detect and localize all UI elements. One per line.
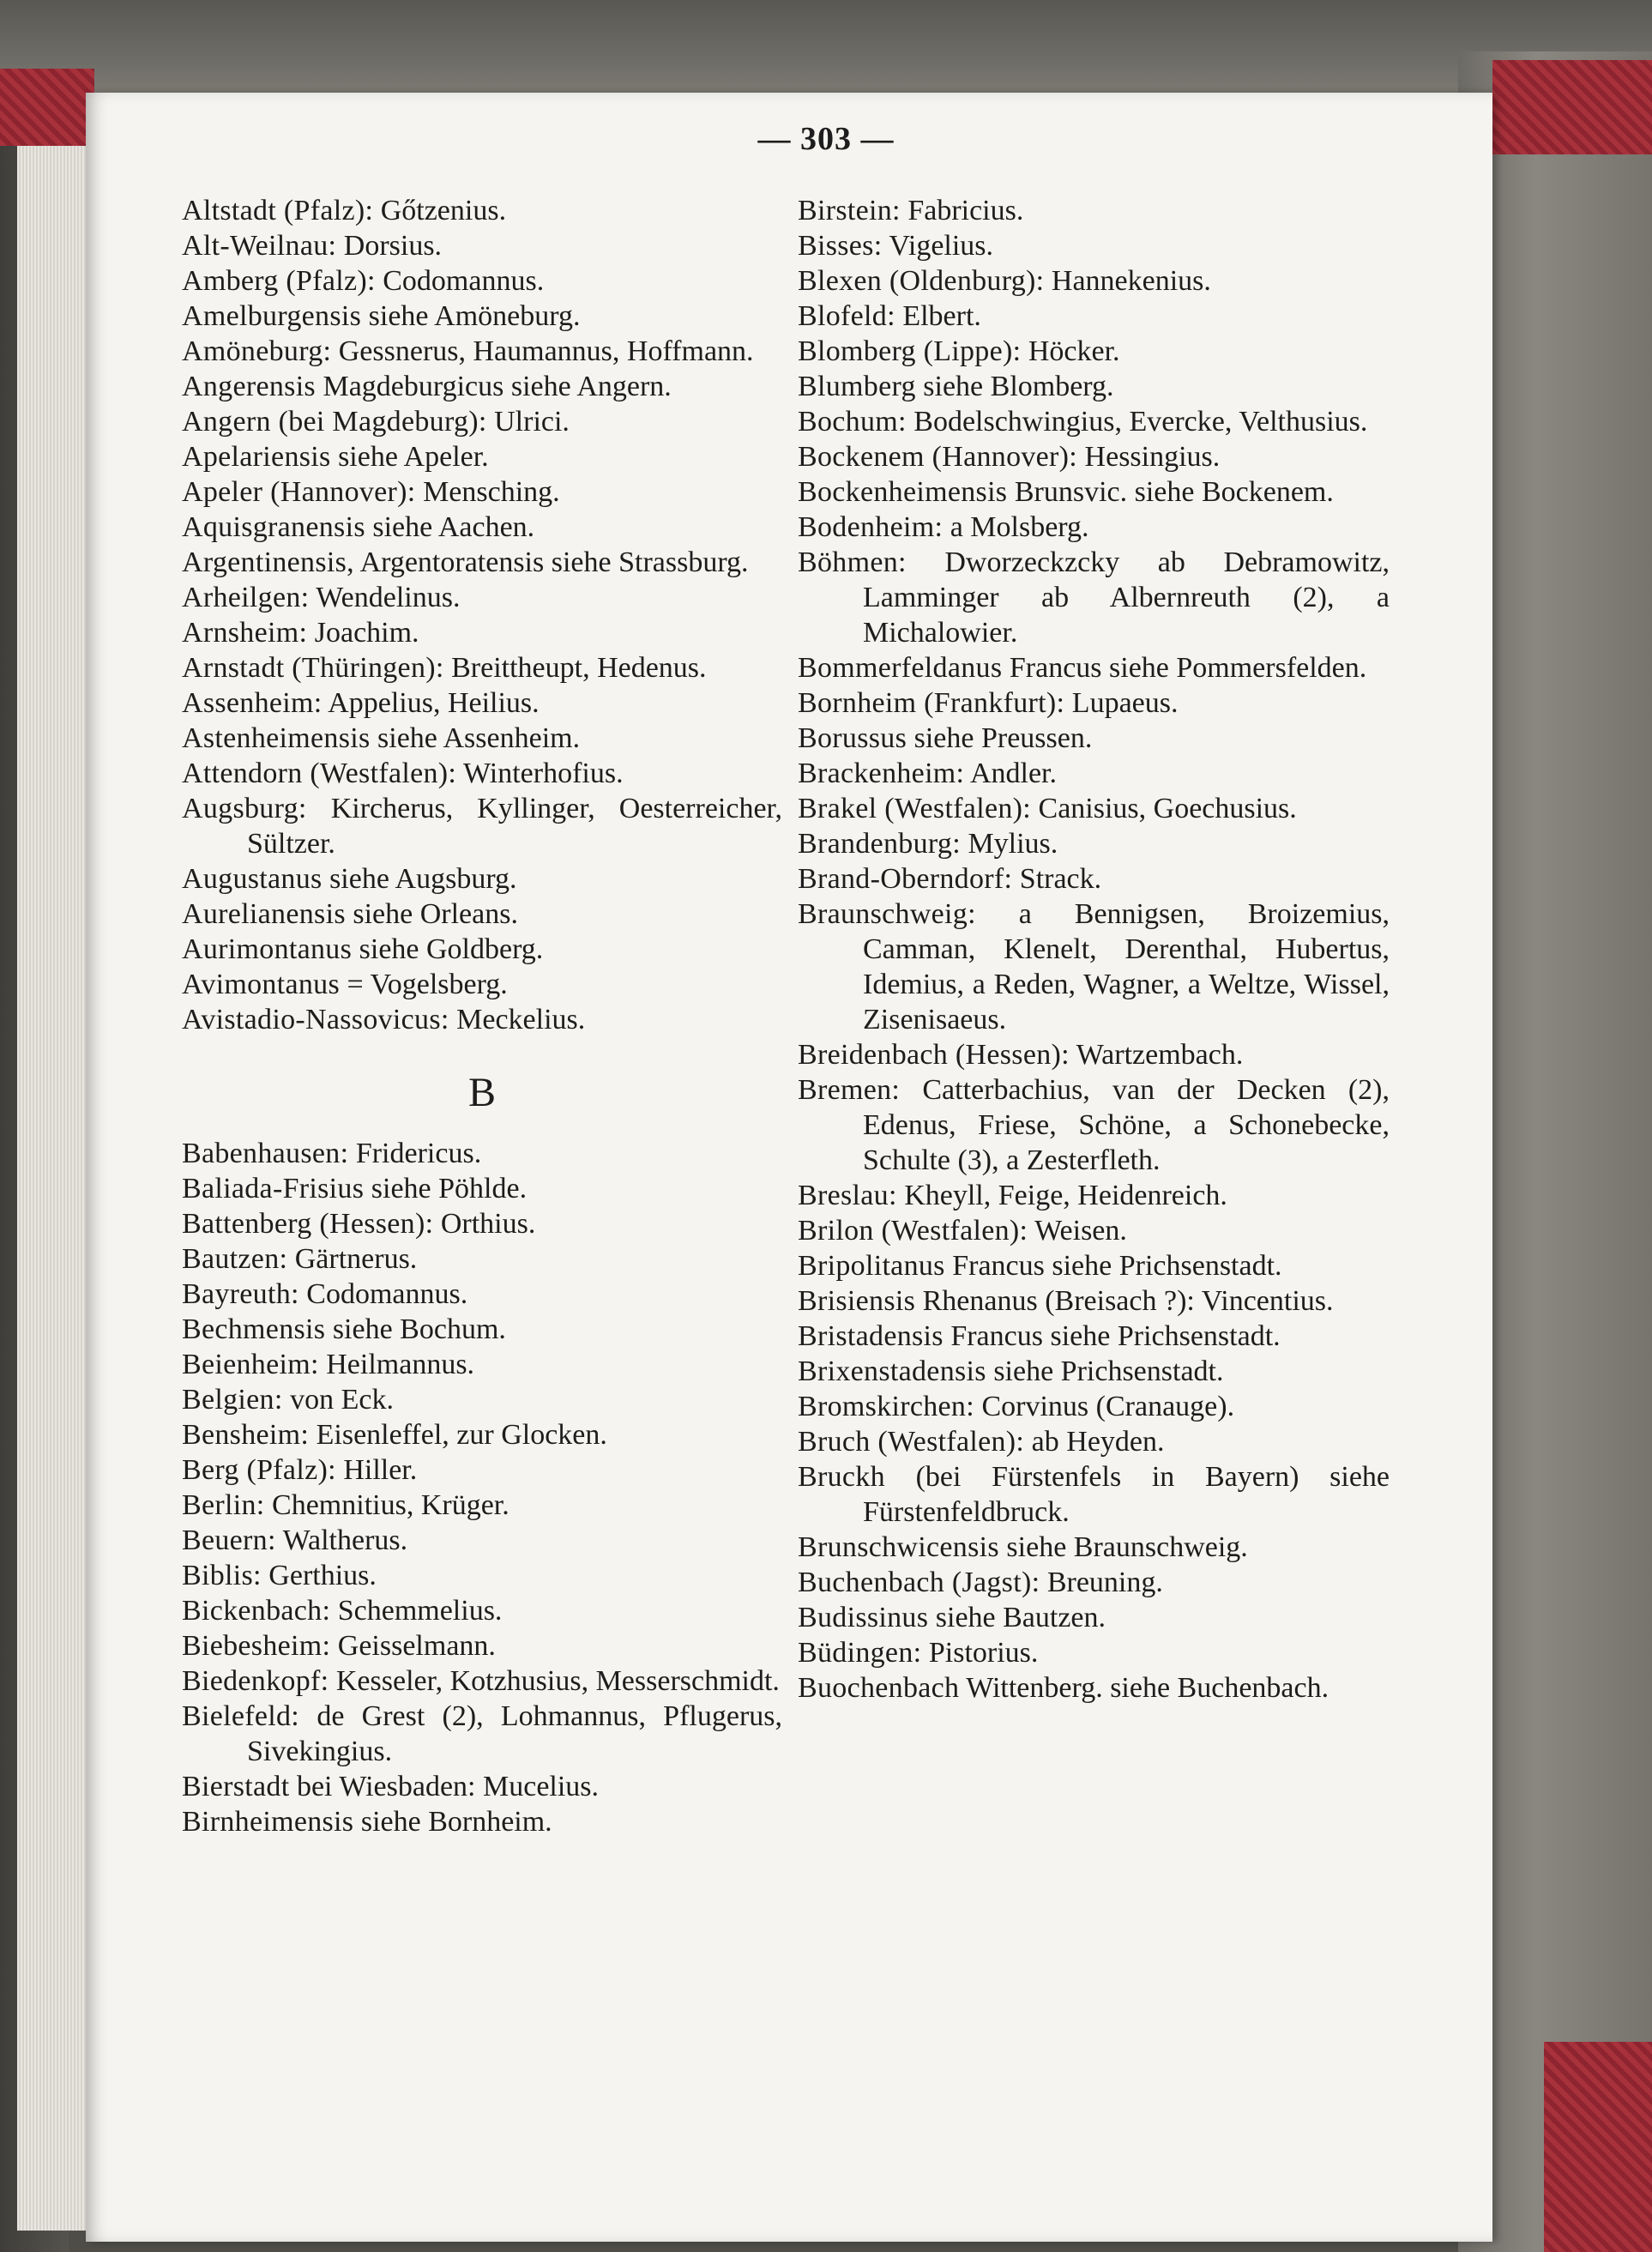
entry-text: (bei Fürstenfels in Bayern) siehe Fürstenfeldbruck. <box>863 1461 1390 1528</box>
index-entry <box>798 685 1390 721</box>
entry-head: Biebesheim: <box>182 1630 331 1662</box>
entry-head: Baliada-Frisius <box>182 1173 365 1204</box>
entry-text: siehe Pöhlde. <box>371 1173 528 1204</box>
index-entry <box>798 1635 1390 1670</box>
index-entry <box>182 1488 782 1523</box>
entry-head: Beienheim: <box>182 1349 319 1380</box>
entry-head: Blexen (Oldenburg): <box>798 265 1045 297</box>
entry-text: bei Wiesbaden: Mucelius. <box>296 1771 600 1802</box>
entry-text: siehe Preussen. <box>913 722 1093 754</box>
index-entry <box>182 1136 782 1171</box>
entry-head: Bornheim (Frankfurt): <box>798 687 1065 719</box>
entry-head: Altstadt (Pfalz): <box>182 195 374 226</box>
index-entry <box>798 474 1390 510</box>
entry-text: Dorsius. <box>343 230 443 262</box>
index-entry <box>182 1663 782 1699</box>
entry-head: Borussus <box>798 722 907 754</box>
entry-text: Codomannus. <box>306 1278 468 1310</box>
entry-text: Kheyll, Feige, Heidenreich. <box>904 1180 1227 1211</box>
entry-text: Gőtzenius. <box>380 195 507 226</box>
entry-text: Catterbachius, van der Decken (2), Edenus, Friese, Schöne, a Schonebecke, Schulte (3), a Zesterfleth. <box>863 1074 1390 1176</box>
index-entry <box>182 404 782 439</box>
book-cover-top <box>0 0 1652 103</box>
index-entry <box>798 545 1390 650</box>
entry-text: siehe Blomberg. <box>923 371 1114 402</box>
entry-text: Rhenanus (Breisach ?): Vincentius. <box>922 1285 1334 1317</box>
entry-text: de Grest (2), Lohmannus, Pflugerus, Sivekingius. <box>247 1700 783 1767</box>
entry-head: Bruckh <box>798 1461 885 1493</box>
index-entry <box>182 263 782 299</box>
index-entry <box>798 650 1390 685</box>
entry-text: Francus siehe Pommersfelden. <box>1009 652 1367 684</box>
entry-head: Brisiensis <box>798 1285 916 1317</box>
entry-head: Buchenbach (Jagst): <box>798 1567 1040 1598</box>
index-entry <box>798 510 1390 545</box>
entry-head: Augustanus <box>182 863 323 895</box>
entry-text: Strack. <box>1019 863 1102 895</box>
index-entry <box>182 545 782 580</box>
entry-head: Brixenstadensis <box>798 1355 986 1387</box>
entry-text: Fridericus. <box>355 1138 482 1169</box>
entry-text: Weisen. <box>1034 1215 1127 1247</box>
entry-text: Wendelinus. <box>316 582 461 613</box>
index-entry <box>798 369 1390 404</box>
index-entry <box>182 967 782 1002</box>
entry-text: Magdeburgicus siehe Angern. <box>323 371 672 402</box>
entry-head: Blofeld: <box>798 300 895 332</box>
entry-text: Breittheupt, Hedenus. <box>451 652 707 684</box>
entry-head: Birstein: <box>798 195 901 226</box>
index-entry <box>182 1277 782 1312</box>
entry-head: Bensheim: <box>182 1419 310 1451</box>
entry-head: Bautzen: <box>182 1243 288 1275</box>
index-entry <box>182 1312 782 1347</box>
entry-text: Pistorius. <box>928 1637 1039 1669</box>
entry-text: Breuning. <box>1046 1567 1163 1598</box>
entry-head: Buochenbach <box>798 1672 960 1704</box>
entry-head: Battenberg (Hessen): <box>182 1208 434 1240</box>
entry-text: Wittenberg. siehe Buchenbach. <box>966 1672 1329 1704</box>
entry-head: Bruch (Westfalen): <box>798 1426 1025 1458</box>
entry-text: Mylius. <box>968 828 1058 860</box>
entry-head: Beuern: <box>182 1524 276 1556</box>
entry-head: Amöneburg: <box>182 335 332 367</box>
entry-text: Gessnerus, Haumannus, Hoffmann. <box>338 335 754 367</box>
entry-text: siehe Prichsenstadt. <box>993 1355 1224 1387</box>
entry-head: Biblis: <box>182 1560 262 1591</box>
index-entry <box>798 1037 1390 1072</box>
index-entry <box>798 861 1390 897</box>
index-entry <box>182 685 782 721</box>
index-entry <box>798 228 1390 263</box>
entry-head: Astenheimensis <box>182 722 371 754</box>
index-entry <box>798 1600 1390 1635</box>
entry-text: siehe Augsburg. <box>329 863 517 895</box>
entry-text: Canisius, Goechusius. <box>1038 793 1297 824</box>
entry-head: Breslau: <box>798 1180 897 1211</box>
index-entry <box>182 580 782 615</box>
index-entry <box>798 1424 1390 1459</box>
entry-head: Brand-Oberndorf: <box>798 863 1013 895</box>
index-entry <box>798 1319 1390 1354</box>
index-entry <box>182 1382 782 1417</box>
entry-text: siehe Amöneburg. <box>368 300 581 332</box>
entry-text: Bodelschwingius, Evercke, Velthusius. <box>913 406 1368 438</box>
entry-text: siehe Orleans. <box>353 898 518 930</box>
index-entry <box>182 932 782 967</box>
entry-text: Mensching. <box>423 476 560 508</box>
entry-head: Babenhausen: <box>182 1138 349 1169</box>
entry-head: Brakel (Westfalen): <box>798 793 1032 824</box>
entry-text: Fabricius. <box>907 195 1024 226</box>
entry-text: Ulrici. <box>494 406 570 438</box>
index-entry <box>182 369 782 404</box>
index-entry <box>798 263 1390 299</box>
index-entry <box>182 474 782 510</box>
entry-head: Bechmensis <box>182 1313 326 1345</box>
index-entry <box>798 1072 1390 1178</box>
entry-text: Waltherus. <box>282 1524 408 1556</box>
index-entry <box>798 826 1390 861</box>
index-entry <box>182 1558 782 1593</box>
entry-text: Geisselmann. <box>337 1630 496 1662</box>
index-entry <box>798 1213 1390 1248</box>
entry-text: Elbert. <box>902 300 981 332</box>
entry-head: Angerensis <box>182 371 316 402</box>
index-entry <box>798 1178 1390 1213</box>
right-column <box>798 193 1390 1706</box>
section-letter: B <box>467 1070 496 1115</box>
entry-text: Wartzembach. <box>1076 1039 1244 1071</box>
entry-head: Avimontanus <box>182 969 340 1000</box>
entry-text: siehe Bornheim. <box>360 1806 552 1838</box>
index-entry <box>798 334 1390 369</box>
index-entry <box>182 1628 782 1663</box>
index-entry <box>798 1248 1390 1283</box>
entry-head: Brackenheim: <box>798 758 965 789</box>
entry-text: Meckelius. <box>456 1004 586 1035</box>
entry-head: Angern (bei Magdeburg): <box>182 406 487 438</box>
entry-text: a Bennigsen, Broizemius, Camman, Klenelt, Derenthal, Hubertus, Idemius, a Reden, Wagner, a Weltze, Wissel, Zisenisaeus. <box>863 898 1390 1035</box>
index-entry <box>182 897 782 932</box>
entry-head: Büdingen: <box>798 1637 922 1669</box>
index-entry <box>182 650 782 685</box>
entry-text: Corvinus (Cranauge). <box>981 1391 1235 1422</box>
entry-head: Arnsheim: <box>182 617 308 649</box>
entry-head: Böhmen: <box>798 546 907 578</box>
entry-text: siehe Apeler. <box>338 441 489 473</box>
entry-head: Bripolitanus <box>798 1250 945 1282</box>
entry-text: a Molsberg. <box>950 511 1089 543</box>
entry-text: Höcker. <box>1028 335 1120 367</box>
index-entry <box>798 299 1390 334</box>
index-entry <box>182 1452 782 1488</box>
entry-head: Amberg (Pfalz): <box>182 265 376 297</box>
index-entry <box>182 1593 782 1628</box>
entry-head: Alt-Weilnau: <box>182 230 337 262</box>
index-entry <box>798 439 1390 474</box>
index-entry <box>798 1459 1390 1530</box>
entry-text: Hannekenius. <box>1051 265 1211 297</box>
entry-text: Gerthius. <box>268 1560 377 1591</box>
entry-text: siehe Bautzen. <box>935 1602 1106 1633</box>
index-entry <box>182 1241 782 1277</box>
index-entry <box>182 228 782 263</box>
entry-text: siehe Goldberg. <box>359 933 544 965</box>
entry-head: Aurelianensis <box>182 898 346 930</box>
entry-text: Kesseler, Kotzhusius, Messerschmidt. <box>335 1665 780 1697</box>
entry-text: ab Heyden. <box>1031 1426 1165 1458</box>
index-entry <box>182 1523 782 1558</box>
entry-head: Belgien: <box>182 1384 283 1416</box>
entry-text: Francus siehe Prichsenstadt. <box>952 1250 1282 1282</box>
entry-text: Orthius. <box>440 1208 536 1240</box>
entry-head: Bommerfeldanus <box>798 652 1003 684</box>
entry-head: Apeler (Hannover): <box>182 476 416 508</box>
entry-text: Andler. <box>969 758 1057 789</box>
index-entry <box>182 721 782 756</box>
entry-head: Brilon (Westfalen): <box>798 1215 1028 1247</box>
index-entry <box>798 1354 1390 1389</box>
entry-head: Bayreuth: <box>182 1278 299 1310</box>
index-entry <box>798 1565 1390 1600</box>
entry-text: Hessingius. <box>1084 441 1221 473</box>
entry-text: Gärtnerus. <box>294 1243 418 1275</box>
entry-text: Francus siehe Prichsenstadt. <box>950 1320 1281 1352</box>
entry-text: Eisenleffel, zur Glocken. <box>316 1419 607 1451</box>
entry-text: Lupaeus. <box>1071 687 1179 719</box>
page-edges <box>17 103 94 2231</box>
entry-head: Arheilgen: <box>182 582 310 613</box>
entry-text: Dworzeckzcky ab Debramowitz, Lamminger ab Albernreuth (2), a Michalowier. <box>863 546 1390 649</box>
entry-head: Bremen: <box>798 1074 901 1106</box>
entry-head: Augsburg: <box>182 793 307 824</box>
entry-head: Blumberg <box>798 371 916 402</box>
index-entry <box>798 193 1390 228</box>
index-entry <box>182 791 782 861</box>
entry-head: Bodenheim: <box>798 511 944 543</box>
entry-head: Avistadio-Nassovicus: <box>182 1004 449 1035</box>
entry-head: Blomberg (Lippe): <box>798 335 1022 367</box>
index-entry <box>182 1002 782 1037</box>
entry-text: Heilmannus. <box>326 1349 475 1380</box>
index-entry <box>182 1804 782 1839</box>
entry-head: Bickenbach: <box>182 1595 331 1627</box>
entry-text: siehe Braunschweig. <box>1006 1531 1248 1563</box>
entry-head: Bochum: <box>798 406 907 438</box>
entry-head: Bielefeld: <box>182 1700 300 1732</box>
entry-head: Bisses: <box>798 230 883 262</box>
corner-binding-bottom-right <box>1544 2042 1652 2252</box>
entry-head: Brandenburg: <box>798 828 961 860</box>
index-entry <box>182 756 782 791</box>
index-entry <box>798 897 1390 1037</box>
entry-head: Arnstadt (Thüringen): <box>182 652 444 684</box>
entry-head: Berg (Pfalz): <box>182 1454 336 1486</box>
index-entry <box>798 756 1390 791</box>
index-entry <box>182 1769 782 1804</box>
index-entry <box>182 1206 782 1241</box>
entry-text: Argentoratensis siehe Strassburg. <box>359 546 749 578</box>
index-entry <box>798 1670 1390 1706</box>
entry-head: Bockenem (Hannover): <box>798 441 1078 473</box>
entry-text: Brunsvic. siehe Bockenem. <box>1014 476 1334 508</box>
entry-text: Chemnitius, Krüger. <box>272 1489 509 1521</box>
entry-text: Schemmelius. <box>337 1595 503 1627</box>
index-entry <box>182 1699 782 1769</box>
entry-text: = Vogelsberg. <box>347 969 508 1000</box>
index-entry <box>798 1389 1390 1424</box>
entry-head: Brunschwicensis <box>798 1531 999 1563</box>
entry-head: Attendorn (Westfalen): <box>182 758 457 789</box>
left-column <box>182 193 782 1839</box>
index-entry <box>798 1283 1390 1319</box>
entry-head: Argentinensis, <box>182 546 354 578</box>
index-entry <box>182 1417 782 1452</box>
entry-head: Aurimontanus <box>182 933 353 965</box>
index-entry <box>798 1530 1390 1565</box>
entry-head: Assenheim: <box>182 687 323 719</box>
entry-text: Codomannus. <box>383 265 545 297</box>
index-entry <box>798 791 1390 826</box>
entry-head: Braunschweig: <box>798 898 976 930</box>
index-entry <box>182 1347 782 1382</box>
entry-head: Bromskirchen: <box>798 1391 974 1422</box>
entry-head: Berlin: <box>182 1489 265 1521</box>
entry-text: von Eck. <box>290 1384 394 1416</box>
index-entry <box>798 721 1390 756</box>
index-entry <box>182 334 782 369</box>
index-entry <box>182 861 782 897</box>
entry-head: Bristadensis <box>798 1320 944 1352</box>
entry-text: siehe Bochum. <box>332 1313 506 1345</box>
entry-text: Winterhofius. <box>463 758 624 789</box>
index-entry <box>182 439 782 474</box>
entry-head: Aquisgranensis <box>182 511 365 543</box>
index-entry <box>182 1171 782 1206</box>
entry-text: Hiller. <box>343 1454 418 1486</box>
entry-text: Joachim. <box>314 617 419 649</box>
entry-text: Vigelius. <box>889 230 994 262</box>
entry-head: Apelariensis <box>182 441 331 473</box>
entry-head: Bockenheimensis <box>798 476 1008 508</box>
index-entry <box>798 404 1390 439</box>
entry-head: Bierstadt <box>182 1771 290 1802</box>
entry-head: Budissinus <box>798 1602 929 1633</box>
entry-text: Kircherus, Kyllinger, Oesterreicher, Sültzer. <box>247 793 782 860</box>
entry-head: Breidenbach (Hessen): <box>798 1039 1070 1071</box>
entry-text: siehe Aachen. <box>372 511 535 543</box>
entry-head: Birnheimensis <box>182 1806 354 1838</box>
index-entry <box>182 299 782 334</box>
entry-head: Biedenkopf: <box>182 1665 329 1697</box>
entry-text: siehe Assenheim. <box>377 722 581 754</box>
index-entry <box>182 193 782 228</box>
entry-text: Appelius, Heilius. <box>328 687 540 719</box>
index-entry <box>182 615 782 650</box>
page-number: — 303 — <box>757 121 895 157</box>
entry-head: Amelburgensis <box>182 300 362 332</box>
index-entry <box>182 510 782 545</box>
